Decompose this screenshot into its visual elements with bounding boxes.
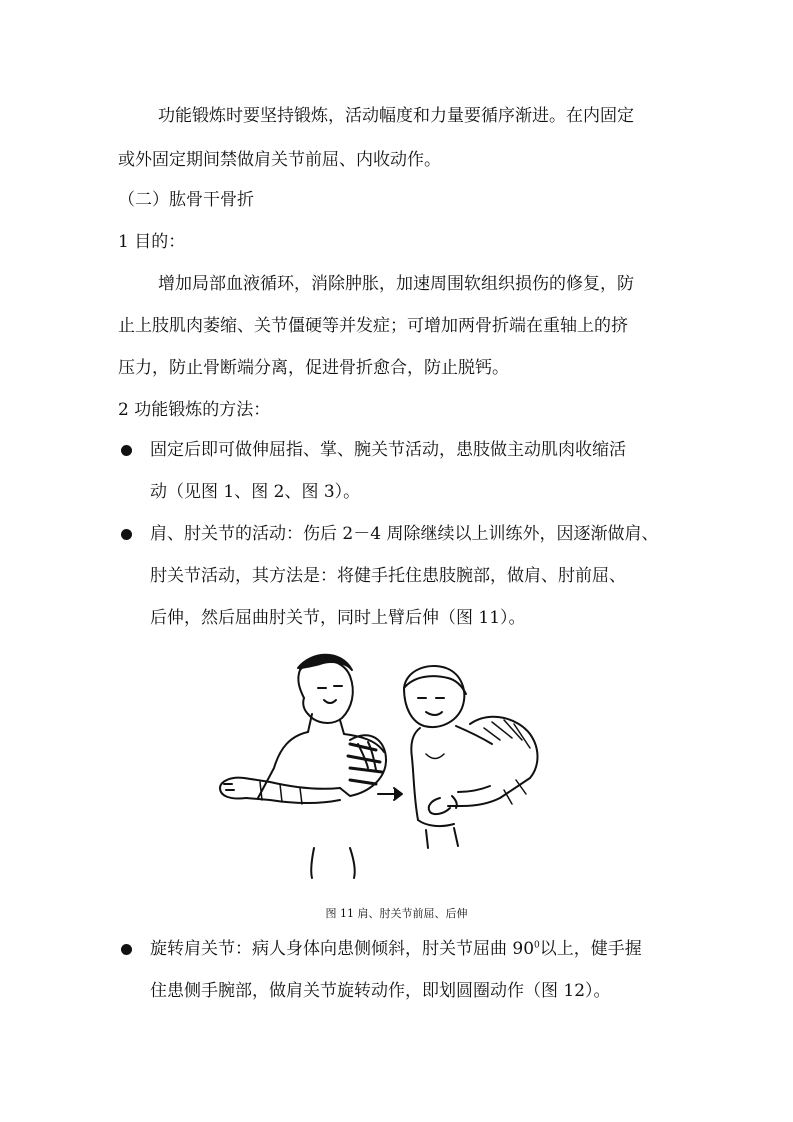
bullet3-line1-tail: 以上，健手握 — [539, 939, 642, 959]
figure-caption: 图 11 肩、肘关节前屈、后伸 — [325, 907, 468, 920]
purpose-line2: 止上肢肌肉萎缩、关节僵硬等并发症；可增加两骨折端在重轴上的挤 — [118, 316, 628, 336]
bullet3-line1 — [150, 937, 642, 961]
item2-heading: 2 功能锻炼的方法： — [118, 400, 271, 420]
bullet3-line1-text: 旋转肩关节：病人身体向患侧倾斜，肘关节屈曲 90 — [150, 939, 535, 959]
figure-11-illustration — [200, 648, 600, 880]
para1-line1: 功能锻炼时要坚持锻炼，活动幅度和力量要循序渐进。在内固定 — [158, 106, 634, 126]
bullet-icon — [121, 529, 132, 540]
bullet3-line2: 住患侧手腕部，做肩关节旋转动作，即划圆圈动作（图 12）。 — [150, 981, 611, 1001]
section-heading: （二）肱骨干骨折 — [118, 190, 254, 210]
bullet2-line1: 肩、肘关节的活动：伤后 2－4 周除继续以上训练外，因逐渐做肩、 — [150, 524, 659, 544]
item1-heading: 1 目的： — [118, 232, 186, 252]
para1-line2: 或外固定期间禁做肩关节前屈、内收动作。 — [118, 150, 441, 170]
bullet-icon — [121, 445, 132, 456]
bullet2-line2: 肘关节活动，其方法是：将健手托住患肢腕部，做肩、肘前屈、 — [150, 566, 626, 586]
bullet1-line1: 固定后即可做伸屈指、掌、腕关节活动，患肢做主动肌肉收缩活 — [150, 440, 626, 460]
bullet2-line3: 后伸，然后屈曲肘关节，同时上臂后伸（图 11）。 — [150, 608, 526, 628]
purpose-line1: 增加局部血液循环，消除肿胀，加速周围软组织损伤的修复，防 — [158, 274, 634, 294]
degree-superscript: 0 — [534, 940, 540, 951]
bullet1-line2: 动（见图 1、图 2、图 3）。 — [150, 482, 361, 502]
bullet-icon — [121, 944, 132, 955]
purpose-line3: 压力，防止骨断端分离，促进骨折愈合，防止脱钙。 — [118, 358, 509, 378]
